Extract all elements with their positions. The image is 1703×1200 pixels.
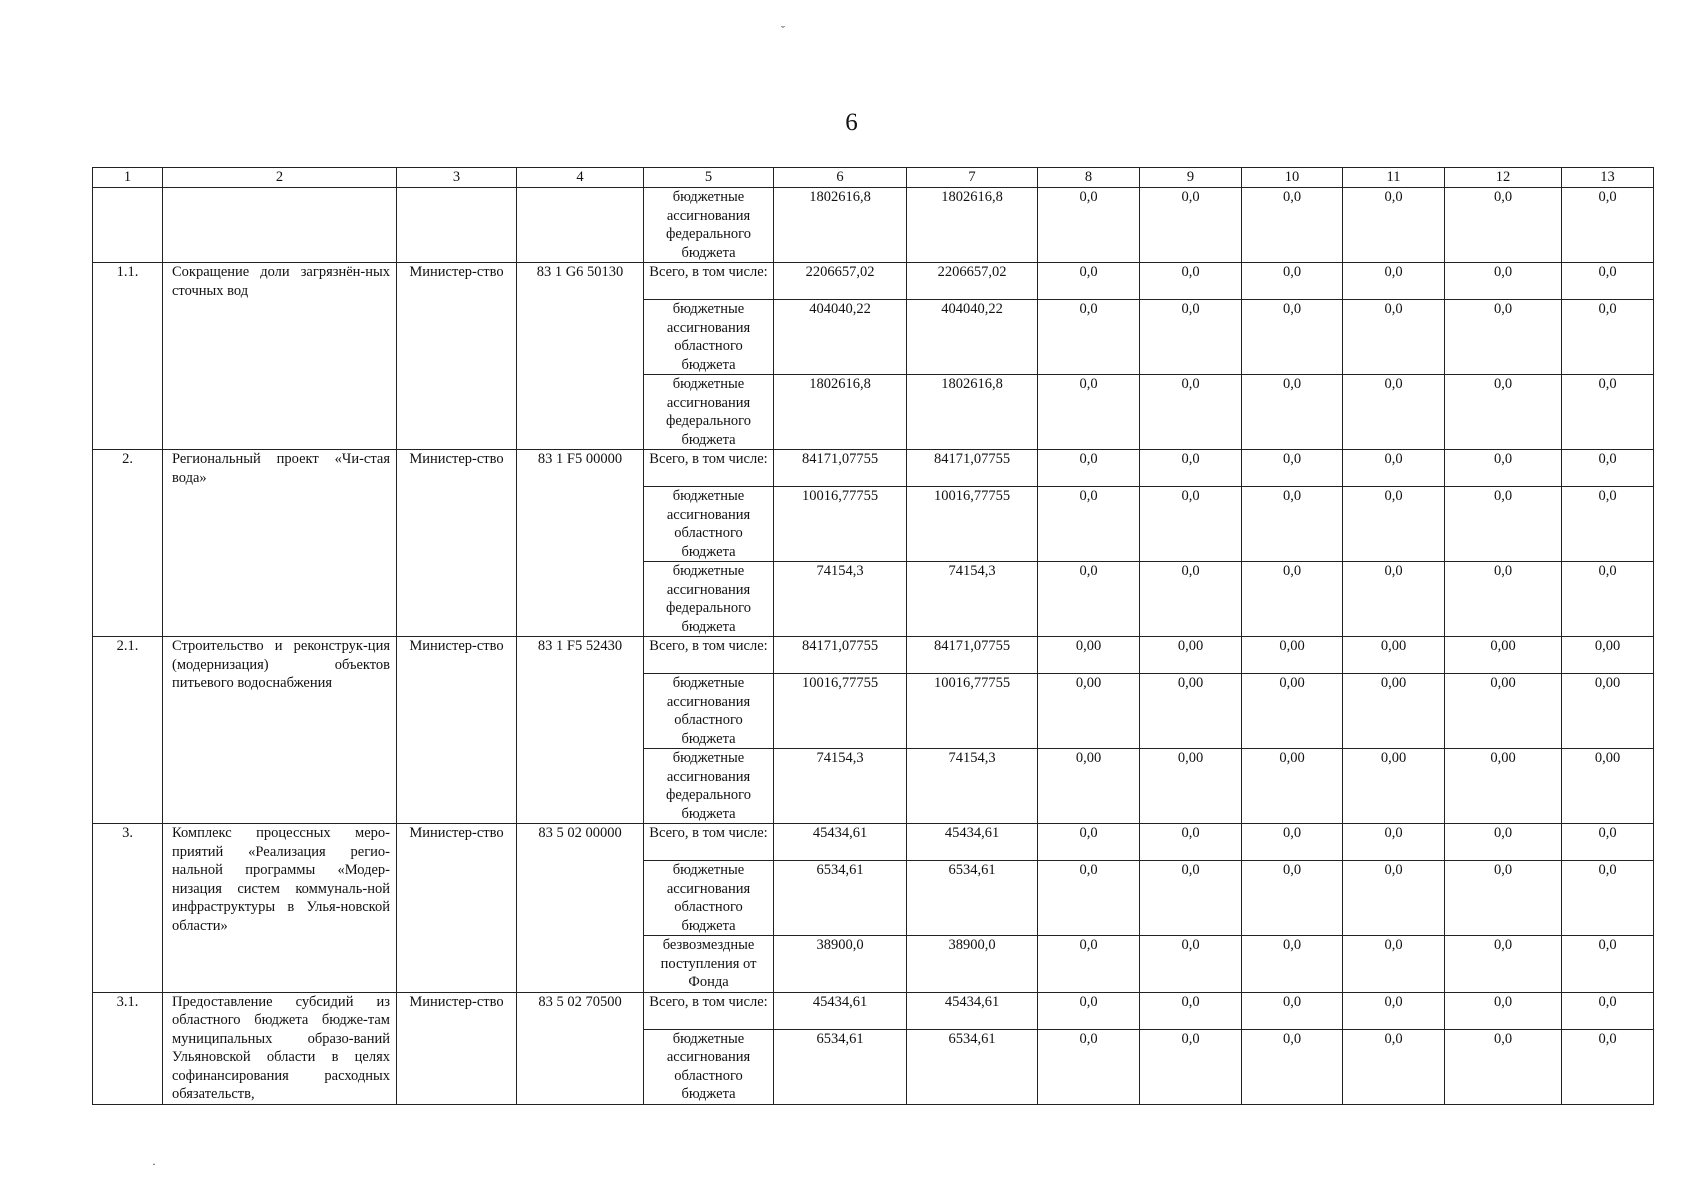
value-cell: 0,00 (1445, 637, 1562, 674)
value-cell: 0,00 (1242, 637, 1343, 674)
responsible-cell: Министер-ство (397, 992, 517, 1104)
value-cell: 0,0 (1140, 263, 1242, 300)
column-header: 2 (163, 168, 397, 188)
responsible-cell: Министер-ство (397, 824, 517, 993)
column-header: 10 (1242, 168, 1343, 188)
value-cell: 0,0 (1140, 450, 1242, 487)
value-cell: 0,0 (1242, 263, 1343, 300)
value-cell: 0,0 (1242, 861, 1343, 936)
value-cell: 0,0 (1140, 824, 1242, 861)
column-header: 11 (1343, 168, 1445, 188)
value-cell: 0,0 (1343, 375, 1445, 450)
value-cell: 0,00 (1038, 674, 1140, 749)
value-cell: 0,0 (1562, 300, 1654, 375)
value-cell: 0,0 (1140, 1029, 1242, 1104)
value-cell: 45434,61 (774, 824, 907, 861)
value-cell: 0,00 (1343, 637, 1445, 674)
responsible-cell (397, 188, 517, 263)
value-cell: 0,0 (1242, 1029, 1343, 1104)
funding-source-cell: бюджетные ассигнования областного бюджета (644, 1029, 774, 1104)
value-cell: 0,0 (1445, 936, 1562, 993)
value-cell: 0,0 (1562, 450, 1654, 487)
item-number-cell: 2.1. (93, 637, 163, 824)
value-cell: 0,0 (1562, 824, 1654, 861)
column-header: 7 (907, 168, 1038, 188)
value-cell: 0,0 (1038, 1029, 1140, 1104)
item-number-cell: 3. (93, 824, 163, 993)
value-cell: 0,0 (1242, 562, 1343, 637)
value-cell: 1802616,8 (907, 375, 1038, 450)
funding-source-cell: бюджетные ассигнования федерального бюджета (644, 562, 774, 637)
value-cell: 404040,22 (774, 300, 907, 375)
value-cell: 0,0 (1140, 487, 1242, 562)
value-cell: 0,0 (1445, 375, 1562, 450)
value-cell: 84171,07755 (907, 450, 1038, 487)
value-cell: 0,0 (1562, 188, 1654, 263)
value-cell: 0,0 (1562, 487, 1654, 562)
value-cell: 0,0 (1562, 992, 1654, 1029)
item-name-cell: Региональный проект «Чи-стая вода» (163, 450, 397, 637)
value-cell: 0,0 (1140, 375, 1242, 450)
value-cell: 0,00 (1445, 674, 1562, 749)
column-header: 4 (517, 168, 644, 188)
value-cell: 0,0 (1445, 1029, 1562, 1104)
table-row (93, 188, 1654, 263)
value-cell: 0,0 (1038, 188, 1140, 263)
value-cell: 0,0 (1038, 487, 1140, 562)
value-cell: 0,0 (1242, 450, 1343, 487)
column-header: 6 (774, 168, 907, 188)
value-cell: 74154,3 (774, 749, 907, 824)
value-cell: 0,0 (1242, 375, 1343, 450)
value-cell: 0,00 (1140, 637, 1242, 674)
item-name-cell: Строительство и реконструк-ция (модернизация) объектов питьевого водоснабжения (163, 637, 397, 824)
table-row (93, 637, 1654, 674)
value-cell: 6534,61 (774, 861, 907, 936)
page-number: 6 (845, 109, 858, 136)
value-cell: 45434,61 (774, 992, 907, 1029)
value-cell: 2206657,02 (907, 263, 1038, 300)
value-cell: 1802616,8 (774, 375, 907, 450)
value-cell: 0,0 (1140, 188, 1242, 263)
value-cell: 0,00 (1038, 637, 1140, 674)
value-cell: 0,0 (1038, 375, 1140, 450)
value-cell: 0,00 (1242, 674, 1343, 749)
value-cell: 0,0 (1562, 562, 1654, 637)
value-cell: 0,0 (1343, 824, 1445, 861)
value-cell: 0,0 (1242, 992, 1343, 1029)
item-name-cell: Сокращение доли загрязнён-ных сточных вод (163, 263, 397, 450)
value-cell: 0,0 (1562, 936, 1654, 993)
value-cell: 0,0 (1562, 1029, 1654, 1104)
value-cell: 0,0 (1038, 936, 1140, 993)
item-number-cell (93, 188, 163, 263)
responsible-cell: Министер-ство (397, 263, 517, 450)
funding-source-cell: Всего, в том числе: (644, 992, 774, 1029)
value-cell: 0,0 (1038, 824, 1140, 861)
item-number-cell: 1.1. (93, 263, 163, 450)
value-cell: 0,0 (1343, 450, 1445, 487)
value-cell: 0,0 (1445, 992, 1562, 1029)
value-cell: 0,0 (1038, 300, 1140, 375)
value-cell: 0,0 (1343, 263, 1445, 300)
value-cell: 0,0 (1445, 300, 1562, 375)
value-cell: 0,0 (1038, 992, 1140, 1029)
value-cell: 0,00 (1562, 749, 1654, 824)
funding-source-cell: бюджетные ассигнования областного бюджета (644, 487, 774, 562)
value-cell: 0,0 (1038, 450, 1140, 487)
column-header: 9 (1140, 168, 1242, 188)
funding-source-cell: Всего, в том числе: (644, 450, 774, 487)
value-cell: 0,0 (1038, 562, 1140, 637)
value-cell: 0,0 (1445, 263, 1562, 300)
column-number-row (93, 168, 1654, 188)
value-cell: 0,0 (1242, 487, 1343, 562)
responsible-cell: Министер-ство (397, 637, 517, 824)
value-cell: 0,0 (1140, 300, 1242, 375)
value-cell: 0,0 (1562, 375, 1654, 450)
value-cell: 0,00 (1562, 637, 1654, 674)
table-row (93, 263, 1654, 300)
value-cell: 74154,3 (907, 749, 1038, 824)
value-cell: 0,0 (1343, 300, 1445, 375)
value-cell: 10016,77755 (774, 674, 907, 749)
budget-code-cell: 83 1 F5 52430 (517, 637, 644, 824)
value-cell: 0,0 (1343, 992, 1445, 1029)
value-cell: 0,00 (1038, 749, 1140, 824)
funding-source-cell: бюджетные ассигнования областного бюджета (644, 674, 774, 749)
value-cell: 84171,07755 (907, 637, 1038, 674)
value-cell: 10016,77755 (774, 487, 907, 562)
budget-code-cell: 83 5 02 70500 (517, 992, 644, 1104)
value-cell: 1802616,8 (907, 188, 1038, 263)
value-cell: 45434,61 (907, 992, 1038, 1029)
value-cell: 0,00 (1140, 674, 1242, 749)
value-cell: 0,00 (1343, 749, 1445, 824)
value-cell: 10016,77755 (907, 674, 1038, 749)
value-cell: 0,00 (1343, 674, 1445, 749)
value-cell: 0,0 (1343, 861, 1445, 936)
value-cell: 0,0 (1343, 188, 1445, 263)
table-row (93, 450, 1654, 487)
value-cell: 0,00 (1140, 749, 1242, 824)
value-cell: 45434,61 (907, 824, 1038, 861)
item-number-cell: 3.1. (93, 992, 163, 1104)
value-cell: 0,0 (1140, 992, 1242, 1029)
item-name-cell: Предоставление субсидий из областного бюджета бюдже-там муниципальных образо-ваний Ульяновской области в целях софинансирования расходных обязательств, (163, 992, 397, 1104)
scan-speck: · (152, 1157, 156, 1171)
funding-source-cell: бюджетные ассигнования областного бюджета (644, 300, 774, 375)
responsible-cell: Министер-ство (397, 450, 517, 637)
value-cell: 0,0 (1038, 861, 1140, 936)
value-cell: 0,0 (1140, 936, 1242, 993)
budget-code-cell: 83 1 F5 00000 (517, 450, 644, 637)
funding-source-cell: безвозмездные поступления от Фонда (644, 936, 774, 993)
value-cell: 0,0 (1242, 824, 1343, 861)
scan-speck: ˘ (781, 23, 785, 37)
budget-code-cell: 83 5 02 00000 (517, 824, 644, 993)
value-cell: 0,0 (1140, 562, 1242, 637)
funding-source-cell: бюджетные ассигнования федерального бюджета (644, 375, 774, 450)
item-name-cell (163, 188, 397, 263)
column-header: 3 (397, 168, 517, 188)
value-cell: 6534,61 (907, 861, 1038, 936)
value-cell: 38900,0 (774, 936, 907, 993)
value-cell: 0,0 (1445, 450, 1562, 487)
table-row (93, 824, 1654, 861)
funding-source-cell: бюджетные ассигнования федерального бюджета (644, 749, 774, 824)
column-header: 1 (93, 168, 163, 188)
value-cell: 0,0 (1343, 1029, 1445, 1104)
value-cell: 404040,22 (907, 300, 1038, 375)
funding-source-cell: бюджетные ассигнования федерального бюджета (644, 188, 774, 263)
item-name-cell: Комплекс процессных меро-приятий «Реализация регио-нальной программы «Модер-низация систем коммуналь-ной инфраструктуры в Улья-новской области» (163, 824, 397, 993)
value-cell: 0,0 (1445, 188, 1562, 263)
value-cell: 0,0 (1445, 824, 1562, 861)
value-cell: 74154,3 (907, 562, 1038, 637)
value-cell: 0,0 (1445, 487, 1562, 562)
value-cell: 6534,61 (907, 1029, 1038, 1104)
value-cell: 0,00 (1242, 749, 1343, 824)
value-cell: 74154,3 (774, 562, 907, 637)
funding-source-cell: Всего, в том числе: (644, 263, 774, 300)
value-cell: 0,0 (1140, 861, 1242, 936)
value-cell: 38900,0 (907, 936, 1038, 993)
funding-source-cell: бюджетные ассигнования областного бюджета (644, 861, 774, 936)
budget-code-cell: 83 1 G6 50130 (517, 263, 644, 450)
value-cell: 6534,61 (774, 1029, 907, 1104)
value-cell: 0,0 (1343, 936, 1445, 993)
value-cell: 2206657,02 (774, 263, 907, 300)
table-row (93, 992, 1654, 1029)
value-cell: 0,0 (1343, 487, 1445, 562)
value-cell: 0,0 (1038, 263, 1140, 300)
value-cell: 84171,07755 (774, 450, 907, 487)
column-header: 12 (1445, 168, 1562, 188)
value-cell: 0,00 (1562, 674, 1654, 749)
column-header: 13 (1562, 168, 1654, 188)
value-cell: 0,0 (1562, 861, 1654, 936)
item-number-cell: 2. (93, 450, 163, 637)
value-cell: 0,0 (1242, 300, 1343, 375)
value-cell: 84171,07755 (774, 637, 907, 674)
value-cell: 10016,77755 (907, 487, 1038, 562)
value-cell: 0,0 (1445, 861, 1562, 936)
value-cell: 1802616,8 (774, 188, 907, 263)
value-cell: 0,0 (1242, 188, 1343, 263)
column-header: 8 (1038, 168, 1140, 188)
program-table (92, 167, 1654, 1105)
value-cell: 0,0 (1343, 562, 1445, 637)
funding-source-cell: Всего, в том числе: (644, 824, 774, 861)
budget-code-cell (517, 188, 644, 263)
value-cell: 0,0 (1445, 562, 1562, 637)
value-cell: 0,0 (1562, 263, 1654, 300)
value-cell: 0,00 (1445, 749, 1562, 824)
column-header: 5 (644, 168, 774, 188)
value-cell: 0,0 (1242, 936, 1343, 993)
funding-source-cell: Всего, в том числе: (644, 637, 774, 674)
